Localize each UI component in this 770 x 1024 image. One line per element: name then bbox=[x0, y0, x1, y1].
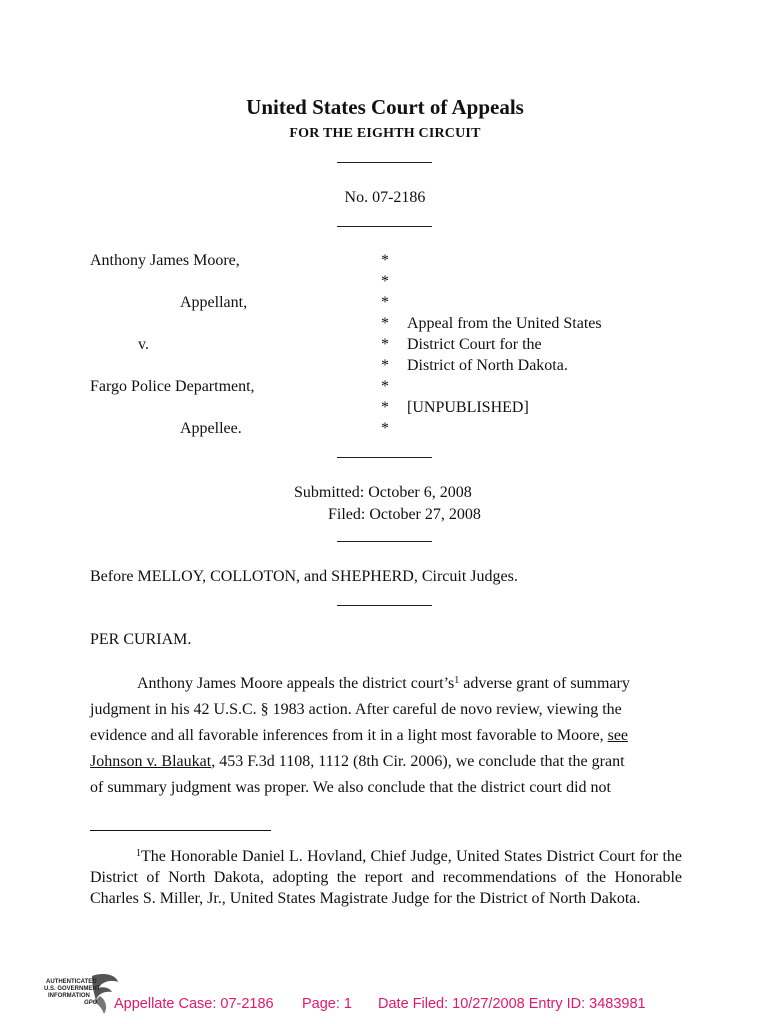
divider bbox=[337, 541, 432, 542]
filed-date: Filed: October 27, 2008 bbox=[328, 506, 481, 523]
gpo-label: AUTHENTICATED bbox=[46, 979, 97, 985]
opinion-line bbox=[90, 723, 628, 749]
caption-asterisk: * bbox=[381, 294, 389, 311]
caption-asterisk: * bbox=[381, 315, 389, 332]
caption-asterisk: * bbox=[381, 420, 389, 437]
divider bbox=[337, 457, 432, 458]
publication-status: [UNPUBLISHED] bbox=[407, 399, 529, 416]
opinion-line: judgment in his 42 U.S.C. § 1983 action. After careful de novo review, viewing the bbox=[90, 701, 622, 718]
opinion-line: of summary judgment was proper. We also conclude that the district court did not bbox=[90, 779, 611, 796]
appeal-from-line: Appeal from the United States bbox=[407, 315, 602, 332]
appeal-from-line: District Court for the bbox=[407, 336, 542, 353]
banner-page: Page: 1 bbox=[302, 996, 352, 1012]
banner-date-filed: Date Filed: 10/27/2008 Entry ID: 3483981 bbox=[378, 996, 646, 1012]
appellee-role: Appellee. bbox=[180, 420, 242, 437]
caption-asterisk: * bbox=[381, 357, 389, 374]
gpo-label: U.S. GOVERNMENT bbox=[44, 986, 101, 992]
footnote-number: 1 bbox=[136, 848, 141, 859]
caption-asterisk: * bbox=[381, 273, 389, 290]
divider bbox=[337, 162, 432, 163]
submitted-date: Submitted: October 6, 2008 bbox=[294, 484, 472, 501]
opinion-line bbox=[90, 749, 625, 775]
court-title: United States Court of Appeals bbox=[246, 95, 524, 119]
gpo-label: INFORMATION bbox=[48, 993, 90, 999]
opinion-text: evidence and all favorable inferences from it in a light most favorable to Moore, bbox=[90, 727, 608, 744]
appellant-role: Appellant, bbox=[180, 294, 248, 311]
appeal-from-line: District of North Dakota. bbox=[407, 357, 568, 374]
opinion-text: adverse grant of summary bbox=[459, 675, 630, 692]
signal-see: see bbox=[607, 727, 629, 744]
circuit-subtitle: FOR THE EIGHTH CIRCUIT bbox=[289, 126, 481, 141]
caption-asterisk: * bbox=[381, 399, 389, 416]
case-citation: Johnson v. Blaukat bbox=[90, 753, 212, 770]
footnote-text: The Honorable Daniel L. Hovland, Chief Judge, United States District Court for the District of North Dakota, adopting the report and recommendations of the Honorable Charles S. Miller, Jr., United States Magistrate Judge for the District of North Dakota. bbox=[90, 848, 682, 907]
per-curiam-heading: PER CURIAM. bbox=[90, 631, 192, 648]
appellee-name: Fargo Police Department, bbox=[90, 378, 255, 395]
panel-judges: Before MELLOY, COLLOTON, and SHEPHERD, Circuit Judges. bbox=[90, 568, 518, 585]
gpo-label: GPO bbox=[84, 1000, 98, 1006]
caption-asterisk: * bbox=[381, 336, 389, 353]
versus: v. bbox=[138, 336, 149, 353]
opinion-text: Anthony James Moore appeals the district court’s bbox=[137, 675, 455, 692]
appellant-name: Anthony James Moore, bbox=[90, 252, 240, 269]
banner-case-number: Appellate Case: 07-2186 bbox=[114, 996, 274, 1012]
gpo-authenticated-logo bbox=[40, 970, 120, 1018]
opinion-text: , 453 F.3d 1108, 1112 (8th Cir. 2006), we conclude that the grant bbox=[211, 753, 625, 770]
divider bbox=[337, 226, 432, 227]
docket-number: No. 07-2186 bbox=[344, 189, 426, 206]
caption-asterisk: * bbox=[381, 378, 389, 395]
footnote-reference[interactable]: 1 bbox=[454, 675, 460, 686]
caption-asterisk: * bbox=[381, 252, 389, 269]
opinion-line bbox=[137, 671, 630, 697]
footnote-separator bbox=[90, 830, 271, 831]
divider bbox=[337, 605, 432, 606]
footnote bbox=[90, 846, 682, 909]
